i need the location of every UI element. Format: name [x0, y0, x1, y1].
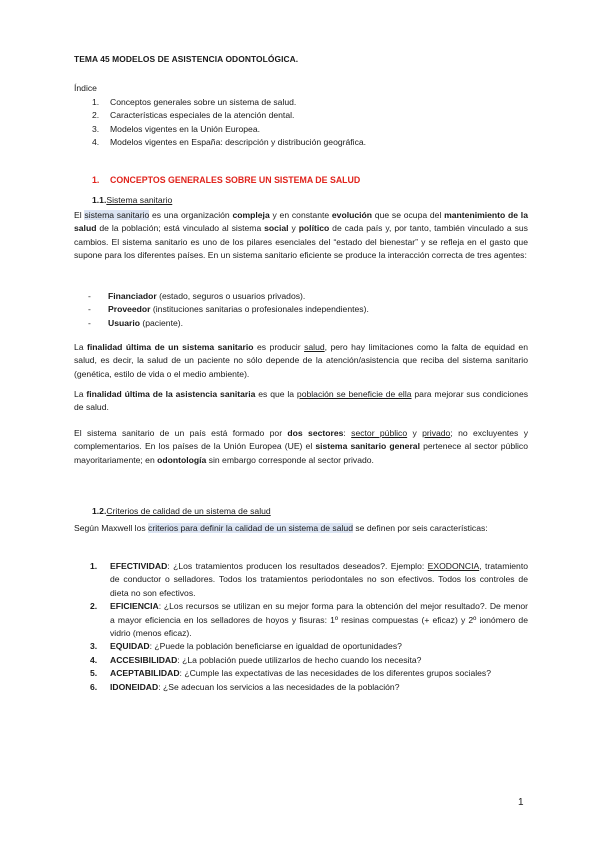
- document-title: TEMA 45 MODELOS DE ASISTENCIA ODONTOLÓGICA.: [74, 54, 299, 64]
- paragraph: La finalidad última de un sistema sanitario es producir salud, pero hay limitaciones como la falta de equidad en salud, es decir, la salud de un paciente no sólo depende de la atención/asistencia que reciba del sistema sanitario (genética, estilo de vida o el medio ambiente).: [74, 342, 528, 379]
- section-heading: 1. CONCEPTOS GENERALES SOBRE UN SISTEMA DE SALUD: [92, 175, 361, 185]
- list-item: - Financiador (estado, seguros o usuarios privados).: [88, 291, 306, 301]
- list-item: - Usuario (paciente).: [88, 317, 183, 328]
- table-of-contents: [92, 96, 512, 150]
- list-item: 1. EFECTIVIDAD: ¿Los tratamientos producen los resultados deseados?. Ejemplo: EXODONCIA, tratamiento de conductor o selladores. Todos los tratamientos periodontales no son efectivos. Todos los controles de dieta no son efectivos.: [90, 561, 528, 598]
- list-item: 4. ACCESIBILIDAD: ¿La población puede utilizarlos de hecho cuando los necesita?: [90, 654, 422, 665]
- criteria-list: [90, 560, 528, 694]
- toc-item: 4. Modelos vigentes en España: descripción y distribución geográfica.: [92, 137, 367, 148]
- toc-item: 2. Características especiales de la atención dental.: [92, 110, 295, 121]
- list-item: 3. EQUIDAD: ¿Puede la población beneficiarse en igualdad de oportunidades?: [90, 641, 402, 652]
- toc-item: 1. Conceptos generales sobre un sistema de salud.: [92, 97, 297, 107]
- page-number: 1: [518, 797, 524, 808]
- paragraph: El sistema sanitario es una organización compleja y en constante evolución que se ocupa del mantenimiento de la salud de la población; está vinculado al sistema social y político de cada país y, por tanto, también vinculado a sus cambios. El sistema sanitario es uno de los pilares esenciales del “estado del bienestar” y se refleja en el gasto que supone para los diferentes países. En un sistema sanitario eficiente se produce la interacción correcta de tres agentes:: [74, 210, 528, 261]
- subsection-heading: 1.1.Sistema sanitario: [92, 195, 173, 205]
- list-item: 2. EFICIENCIA: ¿Los recursos se utilizan en su mejor forma para la obtención del mejor resultado?. De menor a mayor eficiencia en los selladores de hoyos y fisuras: 1º resinas compuestas (+ eficaz) y 2º ionómero de vidrio (menos eficaz).: [90, 601, 528, 639]
- subsection-heading: 1.2.Criterios de calidad de un sistema de salud: [92, 506, 271, 516]
- list-item: 5. ACEPTABILIDAD: ¿Cumple las expectativas de las necesidades de los diferentes grupos sociales?: [90, 668, 492, 679]
- list-item: 6. IDONEIDAD: ¿Se adecuan los servicios a las necesidades de la población?: [90, 681, 400, 692]
- index-heading: Índice: [74, 83, 97, 93]
- paragraph: El sistema sanitario de un país está formado por dos sectores: sector público y privado; no excluyentes y complementarios. En los países de la Unión Europea (UE) el sistema sanitario general pertenece al sector público mayoritariamente; en odontología sin embargo corresponde al sector privado.: [74, 428, 528, 465]
- paragraph: Según Maxwell los criterios para definir la calidad de un sistema de salud se definen por seis características:: [74, 523, 488, 533]
- paragraph: La finalidad última de la asistencia sanitaria es que la población se beneficie de ella para mejorar sus condiciones de salud.: [74, 389, 529, 413]
- toc-item: 3. Modelos vigentes en la Unión Europea.: [92, 123, 261, 134]
- agents-list: [88, 290, 508, 330]
- list-item: - Proveedor (instituciones sanitarias o profesionales independientes).: [88, 304, 369, 315]
